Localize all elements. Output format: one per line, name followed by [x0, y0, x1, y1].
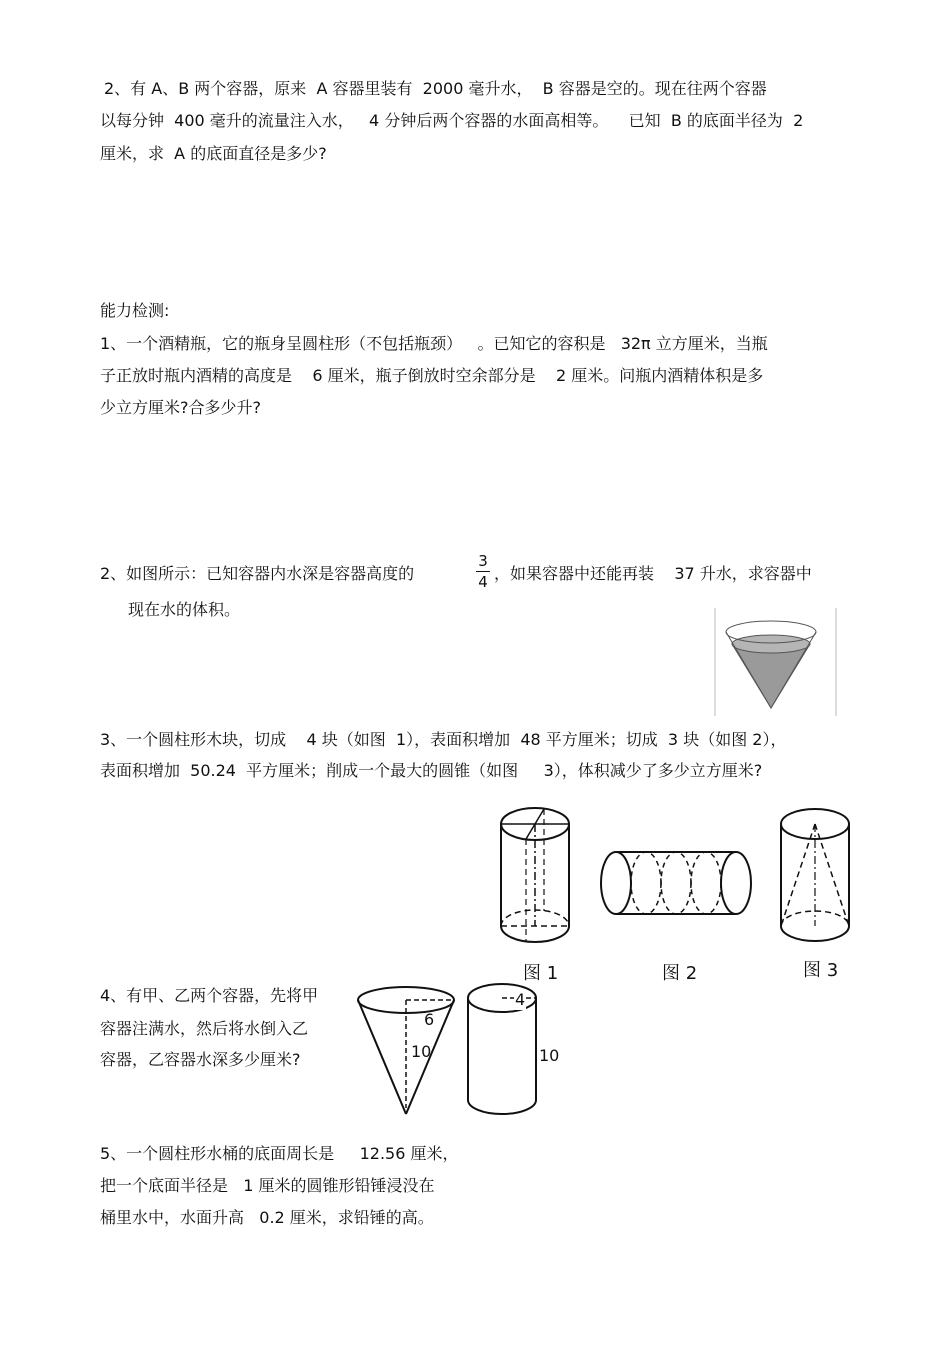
p4-line3: 容器，乙容器水深多少厘米?: [100, 1050, 301, 1069]
p4-line2: 容器注满水，然后将水倒入乙: [100, 1019, 309, 1038]
cone-container-figure: [714, 608, 838, 716]
p4-line1: 4、有甲、乙两个容器，先将甲: [100, 986, 319, 1005]
section-title: 能力检测:: [100, 301, 170, 320]
p3-line2: 表面积增加 50.24 平方厘米；削成一个最大的圆锥（如图 3），体积减少了多少立方厘米?: [100, 761, 763, 780]
fraction-three-quarters: [476, 553, 490, 590]
figure-3-label: 图 3: [803, 960, 839, 981]
p3-line1: 3、一个圆柱形木块，切成 4 块（如图 1），表面积增加 48 平方厘米；切成 3 块（如图 2），: [100, 730, 787, 749]
q2-prev-line1: 2、有 A、B 两个容器，原来 A 容器里装有 2000 毫升水， B 容器是空的。现在往两个容器: [104, 79, 767, 98]
p2-line1-a: 2、如图所示：已知容器内水深是容器高度的: [100, 564, 415, 583]
p1-line1: 1、一个酒精瓶，它的瓶身呈圆柱形（不包括瓶颈） 。已知它的容积是 32π 立方厘米，当瓶: [100, 334, 768, 353]
container-jia-cone: [354, 984, 460, 1118]
fraction-numerator: 3: [478, 552, 488, 570]
p5-line3: 桶里水中，水面升高 0.2 厘米，求铅锤的高。: [100, 1208, 434, 1227]
figure-1-cylinder-quartered: [498, 802, 578, 948]
p1-line3: 少立方厘米?合多少升?: [100, 398, 261, 417]
q2-prev-line2: 以每分钟 400 毫升的流量注入水， 4 分钟后两个容器的水面高相等。 已知 B 的底面半径为 2: [100, 111, 804, 130]
cone-radius-label: 6: [424, 1010, 435, 1029]
p2-line1-b: ，如果容器中还能再装 37 升水，求容器中: [494, 564, 812, 583]
fraction-denominator: 4: [478, 573, 488, 591]
p1-line2: 子正放时瓶内酒精的高度是 6 厘米，瓶子倒放时空余部分是 2 厘米。问瓶内酒精体积是多: [100, 366, 764, 385]
p5-line2: 把一个底面半径是 1 厘米的圆锥形铅锤浸没在: [100, 1176, 435, 1195]
cylinder-radius-label: 4: [515, 990, 526, 1009]
figure-1-label: 图 1: [523, 963, 559, 984]
figure-2-cylinder-sliced: [598, 848, 756, 920]
p5-line1: 5、一个圆柱形水桶的底面周长是 12.56 厘米，: [100, 1144, 459, 1163]
cone-height-label: 10: [411, 1042, 432, 1061]
figure-3-cylinder-with-cone: [776, 804, 856, 946]
container-yi-cylinder: [464, 980, 544, 1120]
q2-prev-line3: 厘米，求 A 的底面直径是多少?: [100, 144, 327, 163]
p2-line2: 现在水的体积。: [128, 600, 241, 619]
cylinder-height-label: 10: [539, 1046, 560, 1065]
figure-2-label: 图 2: [662, 963, 698, 984]
